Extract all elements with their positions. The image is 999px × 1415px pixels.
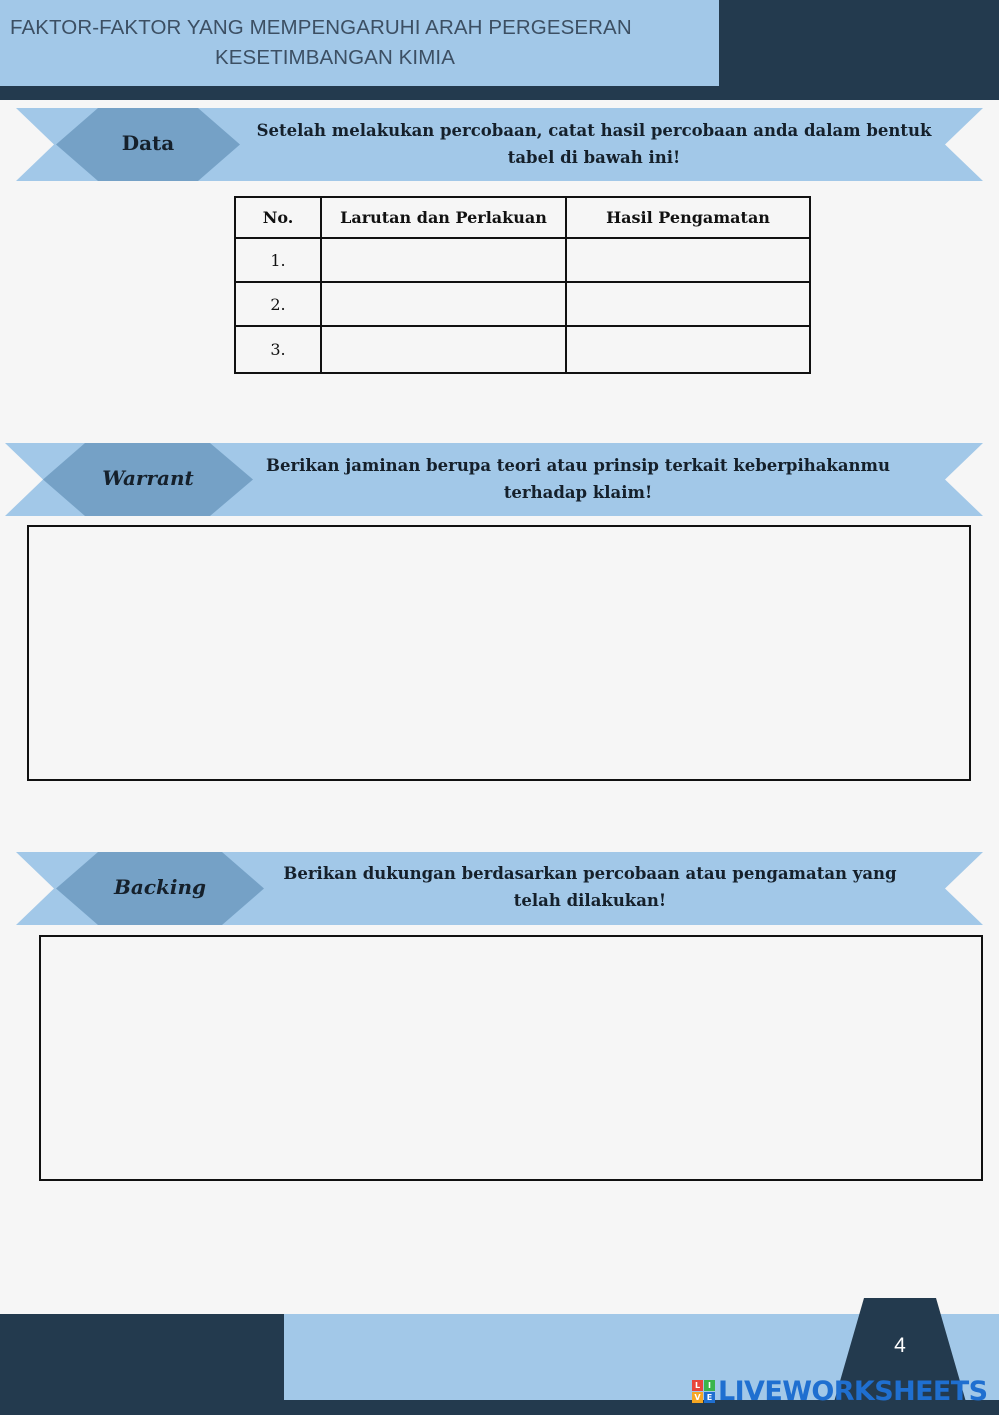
table-header-row	[235, 197, 810, 238]
page-number: 4	[894, 1334, 906, 1357]
row-number: 3.	[235, 326, 321, 373]
logo-letter: V	[692, 1392, 703, 1403]
backing-instruction	[266, 860, 914, 914]
hasil-cell[interactable]	[566, 282, 810, 326]
warrant-instruction-line1: Berikan jaminan berupa teori atau prinsip terkait keberpihakanmu	[266, 456, 890, 475]
data-label: Data	[121, 131, 175, 155]
observation-table	[234, 196, 811, 374]
backing-instruction-line2: telah dilakukan!	[513, 891, 667, 910]
logo-text: LIVEWORKSHEETS	[718, 1375, 988, 1407]
warrant-section-banner	[5, 443, 983, 516]
liveworksheets-logo	[692, 1376, 987, 1406]
logo-letter-grid-icon	[692, 1380, 715, 1403]
logo-letter: I	[704, 1380, 715, 1391]
larutan-cell[interactable]	[321, 326, 566, 373]
logo-letter: E	[704, 1392, 715, 1403]
backing-instruction-line1: Berikan dukungan berdasarkan percobaan atau pengamatan yang	[283, 864, 897, 883]
logo-letter: L	[692, 1380, 703, 1391]
warrant-label: Warrant	[102, 466, 194, 490]
warrant-instruction-line2: terhadap klaim!	[503, 483, 653, 502]
hasil-cell[interactable]	[566, 326, 810, 373]
col-header-no: No.	[235, 197, 321, 238]
page-title-line2: KESETIMBANGAN KIMIA	[215, 46, 455, 69]
data-instruction-line2: tabel di bawah ini!	[507, 148, 681, 167]
backing-answer-box[interactable]	[39, 935, 983, 1181]
table-row	[235, 326, 810, 373]
hasil-cell[interactable]	[566, 238, 810, 282]
table-row	[235, 238, 810, 282]
row-number: 2.	[235, 282, 321, 326]
col-header-hasil: Hasil Pengamatan	[566, 197, 810, 238]
data-section-banner	[16, 108, 983, 181]
page-title-line1: FAKTOR-FAKTOR YANG MEMPENGARUHI ARAH PERGESERAN	[10, 16, 632, 39]
page-title	[0, 13, 719, 73]
warrant-instruction	[250, 452, 906, 506]
backing-section-banner	[16, 852, 983, 925]
larutan-cell[interactable]	[321, 238, 566, 282]
data-instruction-line1: Setelah melakukan percobaan, catat hasil percobaan anda dalam bentuk	[256, 121, 932, 140]
backing-label: Backing	[113, 875, 207, 899]
larutan-cell[interactable]	[321, 282, 566, 326]
data-instruction	[254, 117, 934, 171]
row-number: 1.	[235, 238, 321, 282]
warrant-answer-box[interactable]	[27, 525, 971, 781]
table-row	[235, 282, 810, 326]
col-header-larutan: Larutan dan Perlakuan	[321, 197, 566, 238]
